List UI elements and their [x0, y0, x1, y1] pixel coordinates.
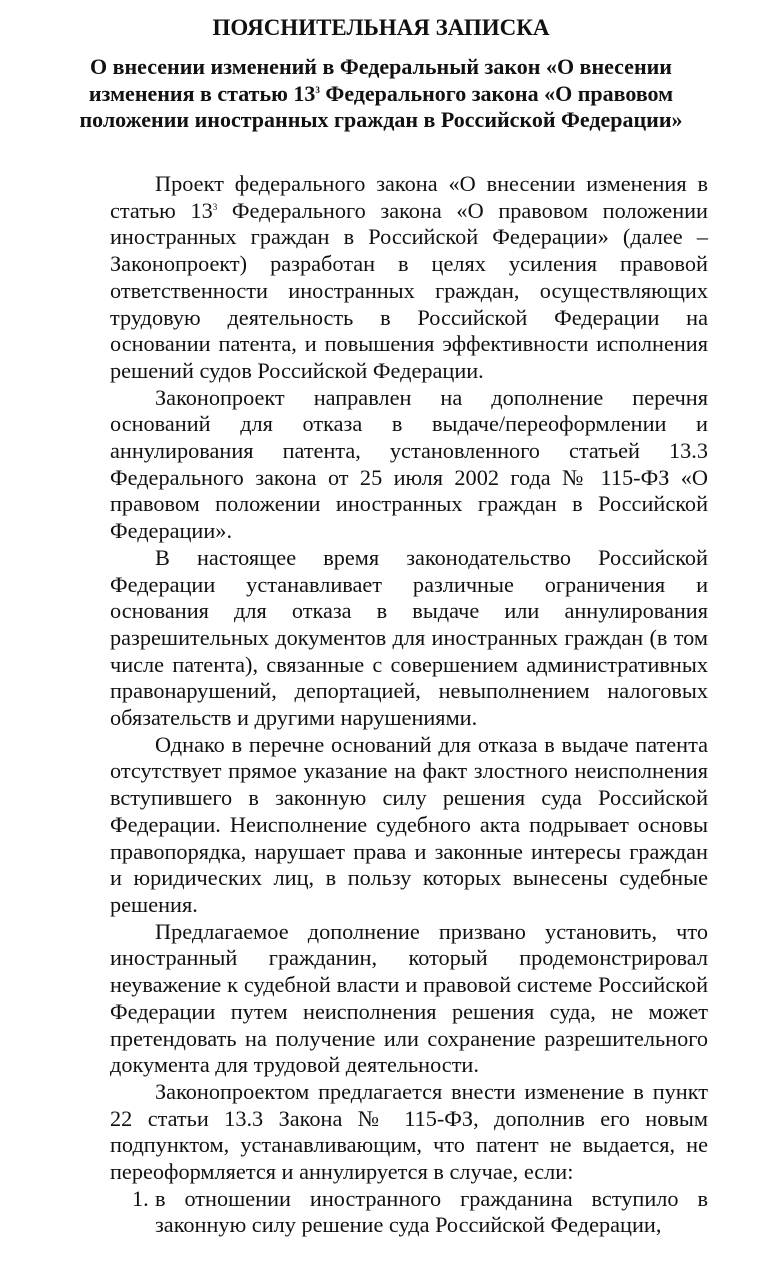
paragraph-1: [110, 171, 708, 385]
list-item: [110, 1186, 708, 1239]
list-item-number: 1.: [132, 1185, 149, 1211]
document-subtitle: [60, 54, 702, 134]
document-title: ПОЯСНИТЕЛЬНАЯ ЗАПИСКА: [212, 15, 550, 40]
subtitle-superscript: 3: [315, 84, 320, 95]
paragraph-1-part2: Федерального закона «О правовом положении иностранных граждан в Российской Федерации» (далее – Законопроект) разработан в целях усиления правовой ответственности иностранных граждан, осуществляющих трудовую деятельность в Российской Федерации на основании патента, и повышения эффективности исполнения решений судов Российской Федерации.: [110, 197, 708, 383]
conditions-list: [110, 1186, 708, 1239]
paragraph-5: Предлагаемое дополнение призвано установить, что иностранный гражданин, который продемонстрировал неуважение к судебной власти и правовой системе Российской Федерации путем неисполнения решения суда, не может претендовать на получение или сохранение разрешительного документа для трудовой деятельности.: [110, 918, 708, 1078]
list-item-text: в отношении иностранного гражданина вступило в законную силу решение суда Российской Федерации,: [155, 1185, 708, 1238]
paragraph-4: Однако в перечне оснований для отказа в выдаче патента отсутствует прямое указание на факт злостного неисполнения вступившего в законную силу решения суда Российской Федерации. Неисполнение судебного акта подрывает основы правопорядка, нарушает права и законные интересы граждан и юридических лиц, в пользу которых вынесены судебные решения.: [110, 731, 708, 917]
subtitle-text-part2: Федерального закона «О правовом положении иностранных граждан в Российской Федерации»: [79, 80, 683, 133]
paragraph-1-part1: Проект федерального закона «О внесении изменения в статью 13: [110, 171, 708, 223]
document-body: [110, 171, 708, 1239]
paragraph-1-superscript: 3: [212, 201, 218, 212]
paragraph-6: Законопроектом предлагается внести изменение в пункт 22 статьи 13.3 Закона № 115-ФЗ, дополнив его новым подпунктом, устанавливающим, что патент не выдается, не переоформляется и аннулируется в случае, если:: [110, 1078, 708, 1185]
paragraph-3: В настоящее время законодательство Российской Федерации устанавливает различные ограничения и основания для отказа в выдаче или аннулирования разрешительных документов для иностранных граждан (в том числе патента), связанные с совершением административных правонарушений, депортацией, невыполнением налоговых обязательств и другими нарушениями.: [110, 544, 708, 731]
subtitle-text-part1: О внесении изменений в Федеральный закон «О внесении изменения в статью 13: [88, 54, 672, 106]
paragraph-2: Законопроект направлен на дополнение перечня оснований для отказа в выдаче/переоформлении и аннулирования патента, установленного статьей 13.3 Федерального закона от 25 июля 2002 года № 115-ФЗ «О правовом положении иностранных граждан в Российской Федерации».: [110, 384, 708, 544]
